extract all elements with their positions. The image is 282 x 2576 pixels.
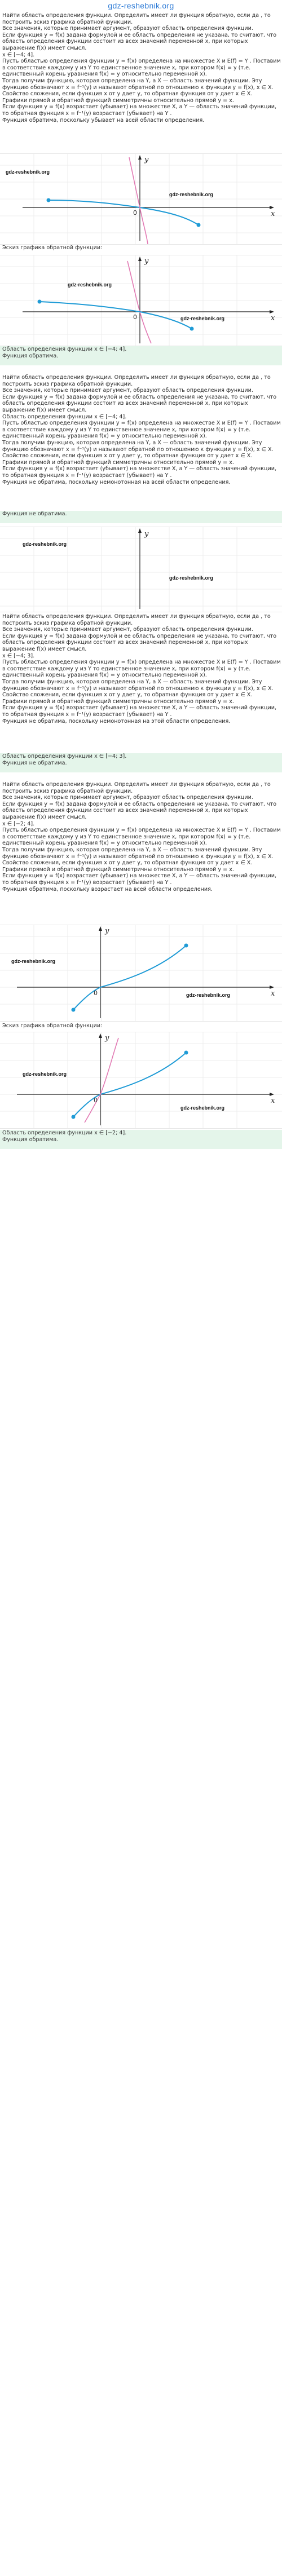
function-graph-1 [0, 153, 282, 245]
watermark: gdz-reshebnik.org [180, 316, 225, 321]
graph-svg [0, 154, 282, 244]
endpoint [197, 223, 201, 227]
svg-text:x: x [271, 1097, 275, 1105]
svg-text:0: 0 [94, 989, 98, 997]
inverse-graph-4 [0, 1032, 282, 1129]
watermark: gdz-reshebnik.org [180, 1105, 225, 1111]
task-block-6: Эскиз графика обратной функции: [2, 1023, 103, 1029]
endpoint [47, 198, 51, 202]
function-graph-4 [0, 925, 282, 1022]
task-block-4: Найти область определения функции. Определить имеет ли функция обратную, если да , то построить эскиз графика обратной функции. Все значения, которые принимает аргумент, образуют область определения функции. Если функция y = f(x) задана формулой и ее область определения не указана, то считают, что область определения функции состоит из всех значений переменной x, при которых выражение f(x) имеет смысл. x ∈ [−4; 3]. Пусть областью определения функции y = f(x) определена на множестве X и E(f) = Y . Поставим в соответствие каждому y из Y то единственное значение x, при котором f(x) = y (т.е. единственный корень уравнения f(x) = y относительно переменной x). Тогда получим функцию, которая определена на Y, а X — область значений функции. Эту функцию обозначают x = f⁻¹(y) и называют обратной по отношению к функции y = f(x), x ∈ X. Свойство сложения, если функция x от y дает y, то обратная функция от y дает x ∈ X. Графики прямой и обратной функций симметричны относительно прямой y = x. Если функция y = f(x) возрастает (убывает) на множестве X, а Y — область значений функции, то обратная функция x = f⁻¹(y) возрастает (убывает) на Y . Функция не обратима, поскольку немонотонная на этой области определения. [2, 613, 281, 724]
answer-box-1 [0, 346, 282, 365]
paragraph: Если функция y = f(x) возрастает (убывает) на множестве X, а Y — область значений функции, то обратная функция x = f⁻¹(y) возрастает (убывает) на Y . [2, 104, 277, 117]
paragraph: Свойство сложения, если функция x от y дает y, то обратная функция от y дает x ∈ X. [2, 91, 253, 98]
answer-box-4: Область определения функции x ∈ [−2; 4]. Функция обратима. [0, 1130, 282, 1149]
paragraph: Функция обратима, поскольку убывает на всей области определения. [2, 117, 205, 123]
inverse-graph-1 [0, 255, 282, 346]
watermark: gdz-reshebnik.org [11, 958, 56, 964]
grid [0, 154, 282, 244]
graph-svg [0, 255, 282, 346]
graph-caption: Эскиз графика обратной функции: [2, 245, 103, 251]
paragraph: Тогда получим функцию, которая определена на Y, а X — область значений функции. Эту функцию обозначают x = f⁻¹(y) и называют обратной по отношению к функции y = f(x), x ∈ X. [2, 77, 274, 91]
svg-text:y: y [144, 257, 149, 266]
svg-text:y: y [105, 927, 109, 935]
paragraph: Графики прямой и обратной функций симметричны относительно прямой y = x. [2, 97, 234, 104]
svg-text:y: y [144, 530, 149, 538]
answer-box-3: Область определения функции x ∈ [−4; 3]. Функция не обратима. [0, 753, 282, 772]
answer-domain: Область определения функции x ∈ [−4; 4]. [2, 346, 127, 352]
domain-formula: x ∈ [−4; 4]. [2, 51, 35, 58]
watermark: gdz-reshebnik.org [169, 575, 214, 581]
svg-text:x: x [271, 989, 275, 998]
watermark: gdz-reshebnik.org [6, 169, 50, 175]
inverse-curve [129, 157, 148, 244]
function-curve [49, 200, 199, 225]
svg-text:x: x [271, 314, 275, 322]
answer-invertible: Функция обратима. [2, 352, 59, 359]
watermark: gdz-reshebnik.org [23, 1071, 67, 1077]
watermark: gdz-reshebnik.org [169, 192, 214, 197]
answer-box-2: Функция не обратима. [0, 511, 282, 523]
paragraph: Все значения, которые принимает аргумент, образуют область определения функции. [2, 25, 253, 32]
task-block-1 [0, 12, 282, 123]
task-block-2 [0, 245, 282, 251]
svg-text:0: 0 [133, 313, 137, 321]
function-graph-3 [0, 527, 282, 612]
y-axis-label: y [144, 156, 149, 164]
task-block-5: Найти область определения функции. Определить имеет ли функция обратную, если да , то построить эскиз графика обратной функции. Все значения, которые принимает аргумент, образуют область определения функции. Если функция y = f(x) задана формулой и ее область определения не указана, то считают, что область определения функции состоит из всех значений переменной x, при которых выражение f(x) имеет смысл. x ∈ [−2; 4]. Пусть областью определения функции y = f(x) определена на множестве X и E(f) = Y . Поставим в соответствие каждому y из Y то единственное значение x, при котором f(x) = y (т.е. единственный корень уравнения f(x) = y относительно переменной x). Тогда получим функцию, которая определена на Y, а X — область значений функции. Эту функцию обозначают x = f⁻¹(y) и называют обратной по отношению к функции y = f(x), x ∈ X. Свойство сложения, если функция x от y дает y, то обратная функция от y дает x ∈ X. Графики прямой и обратной функций симметричны относительно прямой y = x. Если функция y = f(x) возрастает (убывает) на множестве X, а Y — область значений функции, то обратная функция x = f⁻¹(y) возрастает (убывает) на Y . Функция обратима, поскольку возрастает на всей области определения. [2, 781, 281, 892]
site-logo[interactable]: gdz-reshebnik.org [108, 1, 174, 10]
intro-text: Найти область определения функции. Определить имеет ли функция обратную, если да , то построить эскиз графика обратной функции. [2, 12, 271, 25]
watermark: gdz-reshebnik.org [68, 282, 112, 288]
site-header [0, 0, 282, 12]
paragraph: Если функция y = f(x) задана формулой и ее область определения не указана, то считают, что область определения функции состоит из всех значений переменной x, при которых выражение f(x) имеет смысл. [2, 32, 277, 51]
svg-text:y: y [105, 1034, 109, 1042]
x-axis-label: x [271, 210, 275, 218]
task-block-3: Найти область определения функции. Определить имеет ли функция обратную, если да , то построить эскиз графика обратной функции. Все значения, которые принимает аргумент, образуют область определения функции. Если функция y = f(x) задана формулой и ее область определения не указана, то считают, что область определения функции состоит из всех значений переменной x, при которых выражение f(x) имеет смысл. Область определения функции x ∈ [−4; 4]. Пусть областью определения функции y = f(x) определена на множестве X и E(f) = Y . Поставим в соответствие каждому y из Y то единственное значение x, при котором f(x) = y (т.е. единственный корень уравнения f(x) = y относительно переменной x). Тогда получим функцию, которая определена на Y, а X — область значений функции. Эту функцию обозначают x = f⁻¹(y) и называют обратной по отношению к функции y = f(x), x ∈ X. Свойство сложения, если функция x от y дает y, то обратная функция от y дает x ∈ X. Графики прямой и обратной функций симметричны относительно прямой y = x. Если функция y = f(x) возрастает (убывает) на множестве X, а Y — область значений функции, то обратная функция x = f⁻¹(y) возрастает (убывает) на Y . Функция не обратима, поскольку немонотонная на всей области определения. [2, 374, 281, 485]
inverse-curve [127, 261, 151, 343]
watermark: gdz-reshebnik.org [186, 992, 231, 998]
origin-label: 0 [133, 209, 137, 216]
watermark: gdz-reshebnik.org [23, 541, 67, 547]
paragraph: Пусть областью определения функции y = f(x) определена на множестве X и E(f) = Y . Поставим в соответствие каждому y из Y то единственное значение x, при котором f(x) = y (т.е. единственный корень уравнения f(x) = y относительно переменной x). [2, 58, 281, 78]
svg-text:0: 0 [94, 1097, 98, 1104]
